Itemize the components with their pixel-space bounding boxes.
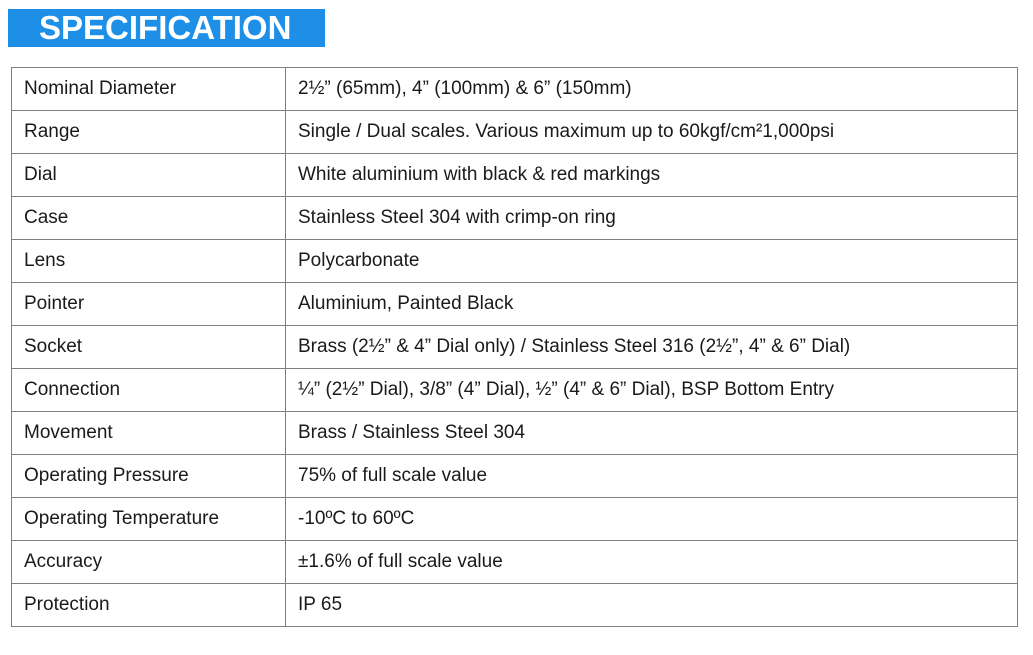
row-label: Connection (12, 369, 286, 412)
page-title: SPECIFICATION (39, 9, 292, 46)
row-value: Polycarbonate (286, 240, 1018, 283)
row-label: Operating Pressure (12, 455, 286, 498)
row-label: Accuracy (12, 541, 286, 584)
row-value: ¼” (2½” Dial), 3/8” (4” Dial), ½” (4” & 6” Dial), BSP Bottom Entry (286, 369, 1018, 412)
table-row (12, 412, 1018, 455)
table-row (12, 154, 1018, 197)
table-row (12, 111, 1018, 154)
row-value: Stainless Steel 304 with crimp-on ring (286, 197, 1018, 240)
row-value: IP 65 (286, 584, 1018, 627)
table-row (12, 584, 1018, 627)
table-row (12, 455, 1018, 498)
row-label: Protection (12, 584, 286, 627)
row-value: Brass / Stainless Steel 304 (286, 412, 1018, 455)
table-row (12, 283, 1018, 326)
table-row (12, 197, 1018, 240)
row-value: -10ºC to 60ºC (286, 498, 1018, 541)
row-label: Range (12, 111, 286, 154)
row-value: 75% of full scale value (286, 455, 1018, 498)
row-value: Brass (2½” & 4” Dial only) / Stainless Steel 316 (2½”, 4” & 6” Dial) (286, 326, 1018, 369)
row-label: Case (12, 197, 286, 240)
table-row (12, 240, 1018, 283)
row-value: Single / Dual scales. Various maximum up to 60kgf/cm²1,000psi (286, 111, 1018, 154)
row-value: ±1.6% of full scale value (286, 541, 1018, 584)
row-label: Nominal Diameter (12, 68, 286, 111)
row-label: Operating Temperature (12, 498, 286, 541)
row-label: Movement (12, 412, 286, 455)
row-label: Dial (12, 154, 286, 197)
specification-banner (8, 9, 325, 47)
table-row (12, 541, 1018, 584)
table-row (12, 326, 1018, 369)
row-value: Aluminium, Painted Black (286, 283, 1018, 326)
specification-table (11, 67, 1018, 627)
table-row (12, 498, 1018, 541)
row-value: White aluminium with black & red markings (286, 154, 1018, 197)
table-row (12, 68, 1018, 111)
row-value: 2½” (65mm), 4” (100mm) & 6” (150mm) (286, 68, 1018, 111)
row-label: Lens (12, 240, 286, 283)
row-label: Socket (12, 326, 286, 369)
row-label: Pointer (12, 283, 286, 326)
table-row (12, 369, 1018, 412)
